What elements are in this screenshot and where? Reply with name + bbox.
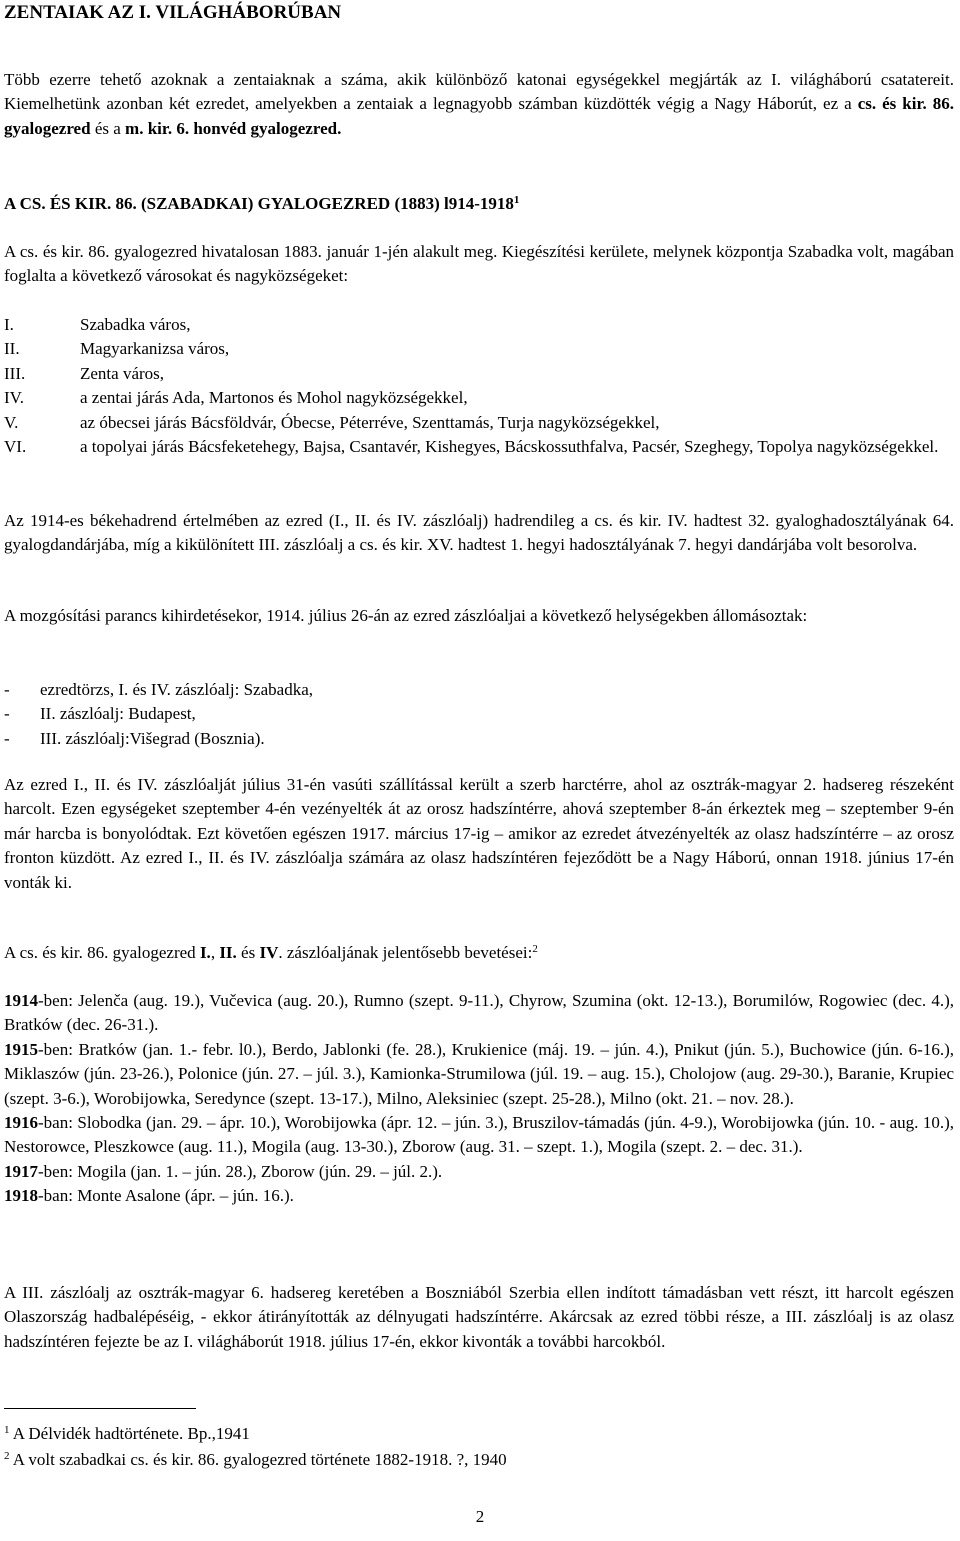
intro-regiment-86: cs. és kir. 86. gyalogezred xyxy=(4,94,954,138)
district-item xyxy=(4,411,954,435)
deployment-paragraph: Az ezred I., II. és IV. zászlóalját július 31-én vasúti szállítással került a szerb harctérre, ahol az osztrák-magyar 2. hadsereg részeként harcolt. Ezen egységeket szeptember 4-én vezényelték át az orosz hadszíntérre, ahová szeptember 8-án érkeztek meg – szeptember 9-én már harcba is bonyolódtak. Ezt követően egészen 1917. március 17-ig – amikor az ezredet átvezényelték az olasz hadszíntérre – az orosz fronton küzdött. Az ezred I., II. és IV. zászlóalja számára az olasz hadszíntéren fejeződött be a Nagy Háború, onnan 1918. június 17-én vonták ki. xyxy=(4,775,954,892)
district-number: VI. xyxy=(4,437,27,457)
page-number: 2 xyxy=(475,1507,485,1526)
district-text: Magyarkanizsa város, xyxy=(80,339,230,359)
campaign-list xyxy=(4,989,954,1209)
campaign-year: 1915 xyxy=(4,1039,38,1059)
intro-paragraph xyxy=(4,68,954,141)
footnote-separator xyxy=(4,1408,196,1409)
intro-text-join: és a xyxy=(90,118,126,138)
stations-list xyxy=(4,678,313,751)
campaign-year-suffix: -ben xyxy=(38,1161,69,1181)
district-text: Zenta város, xyxy=(80,363,165,383)
mobilization-paragraph: A mozgósítási parancs kihirdetésekor, 1914. július 26-án az ezred zászlóaljai a következő helységekben állomásoztak: xyxy=(4,606,808,625)
campaign-year-entry xyxy=(4,1160,954,1184)
battalion-i: I. xyxy=(199,943,211,962)
campaign-year-suffix: -ban xyxy=(38,1113,69,1133)
document-title: ZENTAIAK AZ I. VILÁGHÁBORÚBAN xyxy=(4,2,342,23)
campaign-year-entry xyxy=(4,989,954,1038)
section-title-text: A CS. ÉS KIR. 86. (SZABADKAI) GYALOGEZRED (1883) l914-1918 xyxy=(4,194,514,213)
campaign-battles: : Jelenča (aug. 19.), Vučevica (aug. 20.), Rumno (szept. 9-11.), Chyrow, Szumina (okt. 12-13.), Borumilów, Rogowiec (dec. 4.), Bratków (dec. 26-31.). xyxy=(4,991,954,1035)
campaign-year-suffix: -ben xyxy=(38,1039,69,1059)
peace-order-paragraph: Az 1914-es békehadrend értelmében az ezred (I., II. és IV. zászlóalj) hadrendileg a cs. és kir. IV. hadtest 32. gyaloghadosztályának 64. gyalogdandárjába, míg a kikülönített III. zászlóalj a cs. és kir. XV. hadtest 1. hegyi hadosztályának 7. hegyi dandárjába volt besorolva. xyxy=(4,511,954,555)
campaign-year: 1914 xyxy=(4,991,38,1010)
station-item xyxy=(4,727,313,751)
district-text: Szabadka város, xyxy=(80,315,191,334)
third-battalion-paragraph: A III. zászlóalj az osztrák-magyar 6. hadsereg keretében a Boszniából Szerbia ellen indított támadásban vett részt, itt harcolt egészen Olaszország hadbalépéséig, - ekkor átirányították az délnyugati hadszíntérre. Akárcsak az ezred többi része, a III. zászlóalj is az olasz hadszíntéren fejezte be az I. világháborút 1918. július 17-én, ekkor kivonták a további harcokból. xyxy=(4,1283,954,1351)
station-text: II. zászlóalj: Budapest, xyxy=(40,704,196,724)
battalion-ii: II. xyxy=(219,943,237,962)
station-item xyxy=(4,702,313,726)
district-item xyxy=(4,386,954,410)
campaign-year-suffix: -ban xyxy=(38,1186,69,1206)
campaign-battles: : Monte Asalone (ápr. – jún. 16.). xyxy=(68,1186,294,1206)
district-item xyxy=(4,362,954,386)
station-dash: - xyxy=(4,704,10,724)
battalion-iv: IV xyxy=(259,943,279,962)
district-number: II. xyxy=(4,339,20,359)
campaign-year-suffix: -ben xyxy=(38,991,69,1010)
footnote-mark: 1 xyxy=(4,1424,10,1436)
intro-regiment-6: m. kir. 6. honvéd gyalogezred. xyxy=(125,118,342,138)
footnote xyxy=(4,1422,250,1446)
district-number: IV. xyxy=(4,388,24,408)
station-text: ezredtörzs, I. és IV. zászlóalj: Szabadka, xyxy=(40,680,313,699)
battles-intro-text: A cs. és kir. 86. gyalogezred xyxy=(4,943,200,962)
district-item xyxy=(4,313,954,337)
station-item xyxy=(4,678,313,702)
district-number: III. xyxy=(4,363,26,383)
footnote-text: A Délvidék hadtörténete. Bp.,1941 xyxy=(9,1424,250,1443)
campaign-year: 1916 xyxy=(4,1113,38,1133)
campaign-year-entry xyxy=(4,1111,954,1160)
campaign-battles: : Slobodka (jan. 29. – ápr. 10.), Worobijowka (ápr. 12. – jún. 3.), Bruszilov-támadás (jún. 4-9.), Worobijowka (jún. 10. - aug. 10.), Nestorowce, Pleszkowce (aug. 11.), Mogila (aug. 13-30.), Zborow (aug. 31. – szept. 1.), Mogila (szept. 2. – dec. 31.). xyxy=(4,1113,954,1157)
station-text: III. zászlóalj:Višegrad (Bosznia). xyxy=(40,728,265,748)
campaign-year: 1917 xyxy=(4,1161,38,1181)
battles-intro-sep: és xyxy=(236,943,260,962)
formation-paragraph: A cs. és kir. 86. gyalogezred hivatalosan 1883. január 1-jén alakult meg. Kiegészítési kerülete, melynek központja Szabadka volt, magában foglalta a következő városokat és nagyközségeket: xyxy=(4,242,954,286)
district-number: V. xyxy=(4,412,19,432)
district-item xyxy=(4,435,954,459)
intro-text: Több ezerre tehető azoknak a zentaiaknak a száma, akik különböző katonai egységekkel megjárták az I. világháború csatatereit. Kiemelhetünk azonban két ezredet, amelyekben a zentaiak a legnagyobb számban küzdötték végig a Nagy Háborút, ez a xyxy=(4,70,954,114)
footnote xyxy=(4,1448,507,1472)
campaign-year: 1918 xyxy=(4,1186,38,1206)
campaign-battles: : Mogila (jan. 1. – jún. 28.), Zborow (jún. 29. – júl. 2.). xyxy=(68,1161,443,1181)
campaign-battles: : Bratków (jan. 1.- febr. l0.), Berdo, Jablonki (fe. 28.), Krukienice (máj. 19. – jún. 4.), Pnikut (jún. 5.), Buchowice (jún. 6-16.), Miklaszów (jún. 23-26.), Polonice (jún. 27. – júl. 3.), Kamionka-Strumilowa (júl. 19. – aug. 15.), Cholojow (aug. 29-30.), Baranie, Krupiec (szept. 3-6.), Worobijowka, Seredynce (szept. 13-17.), Milno, Aleksiniec (szept. 25-28.), Milno (okt. 21. – nov. 28.). xyxy=(4,1039,954,1108)
station-dash: - xyxy=(4,728,10,748)
footnote-ref-2: 2 xyxy=(532,943,538,955)
station-dash: - xyxy=(4,680,10,699)
campaign-year-entry xyxy=(4,1038,954,1111)
section-title xyxy=(4,192,519,216)
footnote-ref-1: 1 xyxy=(513,194,520,206)
district-item xyxy=(4,337,954,361)
footnote-text: A volt szabadkai cs. és kir. 86. gyalogezred története 1882-1918. ?, 1940 xyxy=(9,1450,507,1469)
district-number: I. xyxy=(4,315,14,334)
campaign-year-entry xyxy=(4,1184,954,1208)
district-list xyxy=(4,313,954,459)
district-text: az óbecsei járás Bácsföldvár, Óbecse, Péterréve, Szenttamás, Turja nagyközségekkel, xyxy=(80,412,660,432)
battles-intro xyxy=(4,941,954,965)
battles-intro-sep: , xyxy=(210,943,220,962)
district-text: a zentai járás Ada, Martonos és Mohol nagyközségekkel, xyxy=(80,388,468,408)
footnote-mark: 2 xyxy=(4,1450,10,1462)
district-text: a topolyai járás Bácsfeketehegy, Bajsa, Csantavér, Kishegyes, Bácskossuthfalva, Pacsér, Szeghegy, Topolya nagyközségekkel. xyxy=(80,437,939,457)
battles-intro-text-end: . zászlóaljának jelentősebb bevetései: xyxy=(278,943,533,962)
